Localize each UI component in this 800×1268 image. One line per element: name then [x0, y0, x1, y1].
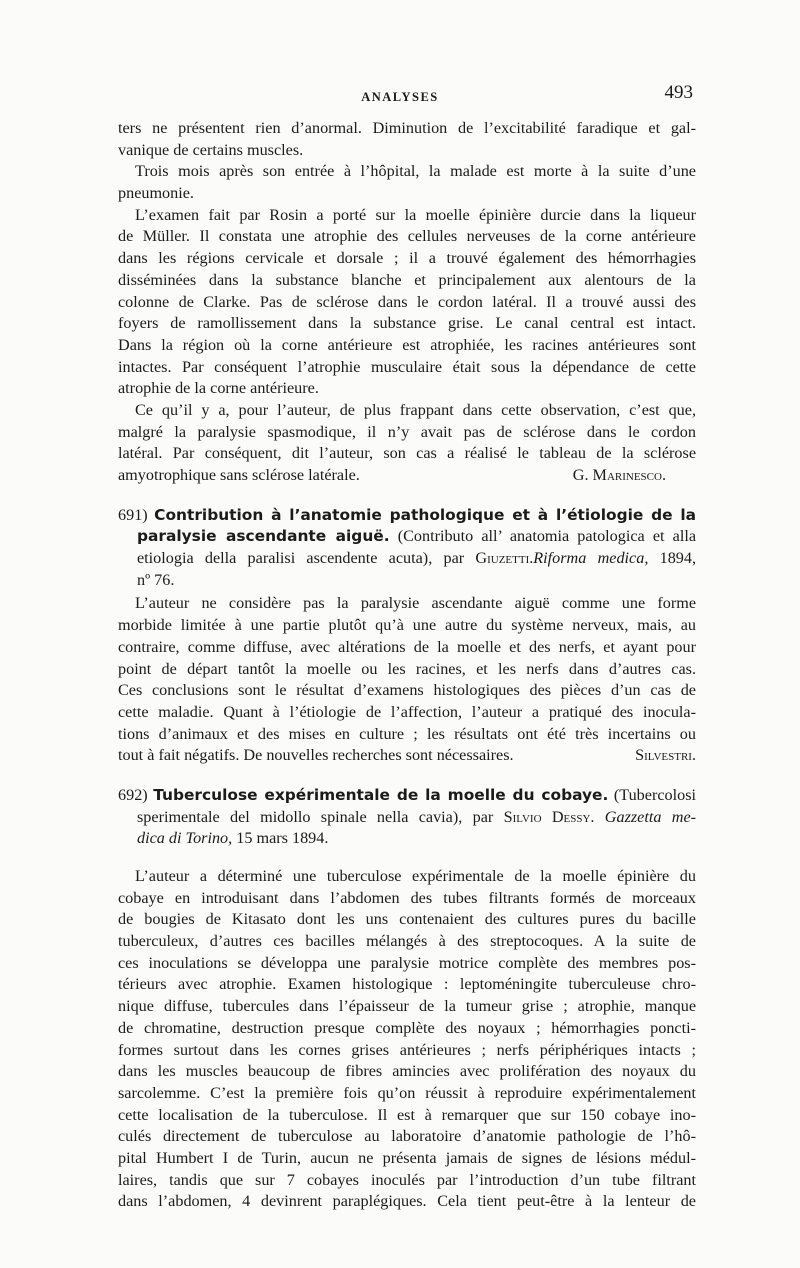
spacer: [118, 487, 696, 505]
text-line-with-signature: [118, 465, 696, 487]
reference-author: Giuzetti.: [475, 549, 534, 568]
text-line: Ces conclusions sont le résultat d’examens histologiques des pièces d’un cas de: [118, 681, 696, 700]
text-line: tuberculeux, d’autres ces bacilles mélangés à des streptocoques. A la suite de: [118, 932, 696, 951]
article-reference: sperimentale del midollo spinale nella cavia), par: [137, 807, 494, 826]
text-line: latéral. Par conséquent, dit l’auteur, son cas a réalisé le tableau de la sclérose: [118, 444, 696, 463]
page-body: [118, 118, 696, 1213]
text-line-with-signature: [118, 745, 696, 767]
text-line: vanique de certains muscles.: [118, 140, 304, 159]
text-line: formes surtout dans les cornes grises antérieures ; nerfs périphériques intacts ;: [118, 1040, 696, 1059]
article-heading-line: [118, 505, 696, 527]
text-fragment: amyotrophique sans sclérose latérale.: [118, 466, 360, 484]
article-reference: (Contributo all’ anatomia patologica et alla: [397, 527, 697, 546]
article-heading-line: [118, 548, 696, 570]
running-head: [0, 82, 800, 110]
reference-journal: dica di Torino,: [137, 829, 233, 848]
text-line: Trois mois après son entrée à l’hôpital, la malade est morte à la suite d’une: [135, 162, 696, 181]
text-line: pneumonie.: [118, 184, 194, 203]
article-number: 691): [118, 505, 148, 524]
reference-journal: Riforma medica,: [533, 549, 649, 568]
reference-date: 15 mars 1894.: [236, 829, 329, 848]
text-line: de Müller. Il constata une atrophie des cellules nerveuses de la corne antérieure: [118, 227, 696, 246]
text-line: Dans la région où la corne antérieure est atrophiée, les racines antérieures sont: [118, 335, 696, 354]
previous-article-text: [118, 118, 696, 487]
article-title: Contribution à l’anatomie pathologique et à l’étiologie de la: [154, 505, 696, 524]
text-line: disséminées dans la substance blanche et principalement aux alentours de la: [118, 270, 696, 289]
article-heading-line: [118, 785, 696, 807]
text-line: de bougies de Kitasato dont les uns contenaient des cultures pures du bacille: [118, 910, 696, 929]
text-line: Ce qu’il y a, pour l’auteur, de plus frappant dans cette observation, c’est que,: [135, 400, 696, 419]
article-title: Tuberculose expérimentale de la moelle du cobaye.: [153, 785, 609, 804]
text-line: dans l’abdomen, 4 devinrent paraplégiques. Cela tient peut-être à la lenteur de: [118, 1192, 696, 1211]
text-line: L’auteur ne considère pas la paralysie ascendante aiguë comme une forme: [135, 594, 696, 613]
text-line: foyers de ramollissement dans la substance grise. Le canal central est intact.: [118, 314, 696, 333]
text-line: cette maladie. Quant à l’étiologie de l’affection, l’auteur a pratiqué des inocula-: [118, 702, 696, 721]
reference-journal: Gazzetta me-: [604, 807, 697, 826]
text-line: pital Humbert I de Turin, aucun ne présenta jamais de signes de lésions médul-: [118, 1148, 696, 1167]
text-line: laires, tandis que sur 7 cobayes inoculés par l’introduction d’un tube filtrant: [118, 1170, 696, 1189]
text-line: malgré la paralysie spasmodique, il n’y avait pas de sclérose dans le cordon: [118, 422, 696, 441]
article-heading-line: [118, 828, 696, 850]
article-heading-line: [118, 807, 696, 829]
text-line: nique diffuse, tubercules dans l’épaisseur de la tumeur grise ; atrophie, manque: [118, 997, 696, 1016]
text-line: colonne de Clarke. Pas de sclérose dans le cordon latéral. Il a trouvé aussi des: [118, 292, 696, 311]
article-heading-line: nº 76.: [137, 570, 175, 589]
article-692: [118, 785, 696, 1213]
author-signature: Silvestri.: [635, 746, 696, 765]
text-line: point de départ tantôt la moelle ou les racines, et les nerfs dans d’autres cas.: [118, 659, 696, 678]
article-reference: etiologia della paralisi ascendente acuta), par: [137, 549, 465, 568]
article-heading-line: [118, 526, 696, 548]
author-signature: G. Marinesco.: [572, 466, 666, 484]
text-line: atrophie de la corne antérieure.: [118, 379, 319, 398]
text-line: L’auteur a déterminé une tuberculose expérimentale de la moelle épinière du: [135, 867, 696, 885]
spacer: [118, 767, 696, 785]
article-reference: (Tubercolosi: [613, 785, 697, 804]
text-line: tions d’animaux et des mises en culture ; les résultats ont été très incertains ou: [118, 724, 696, 743]
text-line: cobaye en introduisant dans l’abdomen des tubes filtrants formés de morceaux: [118, 888, 696, 907]
text-line: sarcolemme. C’est la première fois qu’on réussit à reproduire expérimentalement: [118, 1083, 696, 1102]
text-fragment: tout à fait négatifs. De nouvelles recherches sont nécessaires.: [118, 746, 514, 765]
text-line: contraire, comme diffuse, avec altérations de la moelle et des nerfs, et ayant pour: [118, 637, 696, 656]
reference-year: 1894,: [659, 549, 697, 568]
reference-author: Silvio Dessy.: [503, 807, 595, 826]
text-line: L’examen fait par Rosin a porté sur la moelle épinière durcie dans la liqueur: [135, 205, 696, 224]
spacer: [118, 850, 696, 866]
text-line: ters ne présentent rien d’anormal. Diminution de l’excitabilité faradique et gal-: [118, 119, 696, 137]
text-line: dans les régions cervicale et dorsale ; il a trouvé également des hémorrhagies: [118, 249, 696, 268]
article-number: 692): [118, 785, 148, 804]
text-line: culés directement de tuberculose au laboratoire d’anatomie pathologie de l’hô-: [118, 1127, 696, 1146]
text-line: de chromatine, destruction presque complète des noyaux ; hémorrhagies poncti-: [118, 1018, 696, 1037]
page-number: 493: [664, 82, 693, 103]
text-line: térieurs avec atrophie. Examen histologique : leptoméningite tuberculeuse chro-: [118, 975, 696, 994]
text-line: dans les muscles beaucoup de fibres amincies avec prolifération des noyaux du: [118, 1062, 696, 1081]
running-title: ANALYSES: [361, 90, 439, 104]
text-line: intactes. Par conséquent l’atrophie musculaire était sous la dépendance de cette: [118, 357, 696, 376]
article-691: [118, 505, 696, 767]
article-title-cont: paralysie ascendante aiguë.: [137, 527, 390, 546]
text-line: morbide limitée à une partie plutôt qu’à une autre du système nerveux, mais, au: [118, 616, 696, 635]
text-line: cette localisation de la tuberculose. Il est à remarquer que sur 150 cobaye ino-: [118, 1105, 696, 1124]
text-line: ces inoculations se développa une paralysie motrice complète des membres pos-: [118, 953, 696, 972]
